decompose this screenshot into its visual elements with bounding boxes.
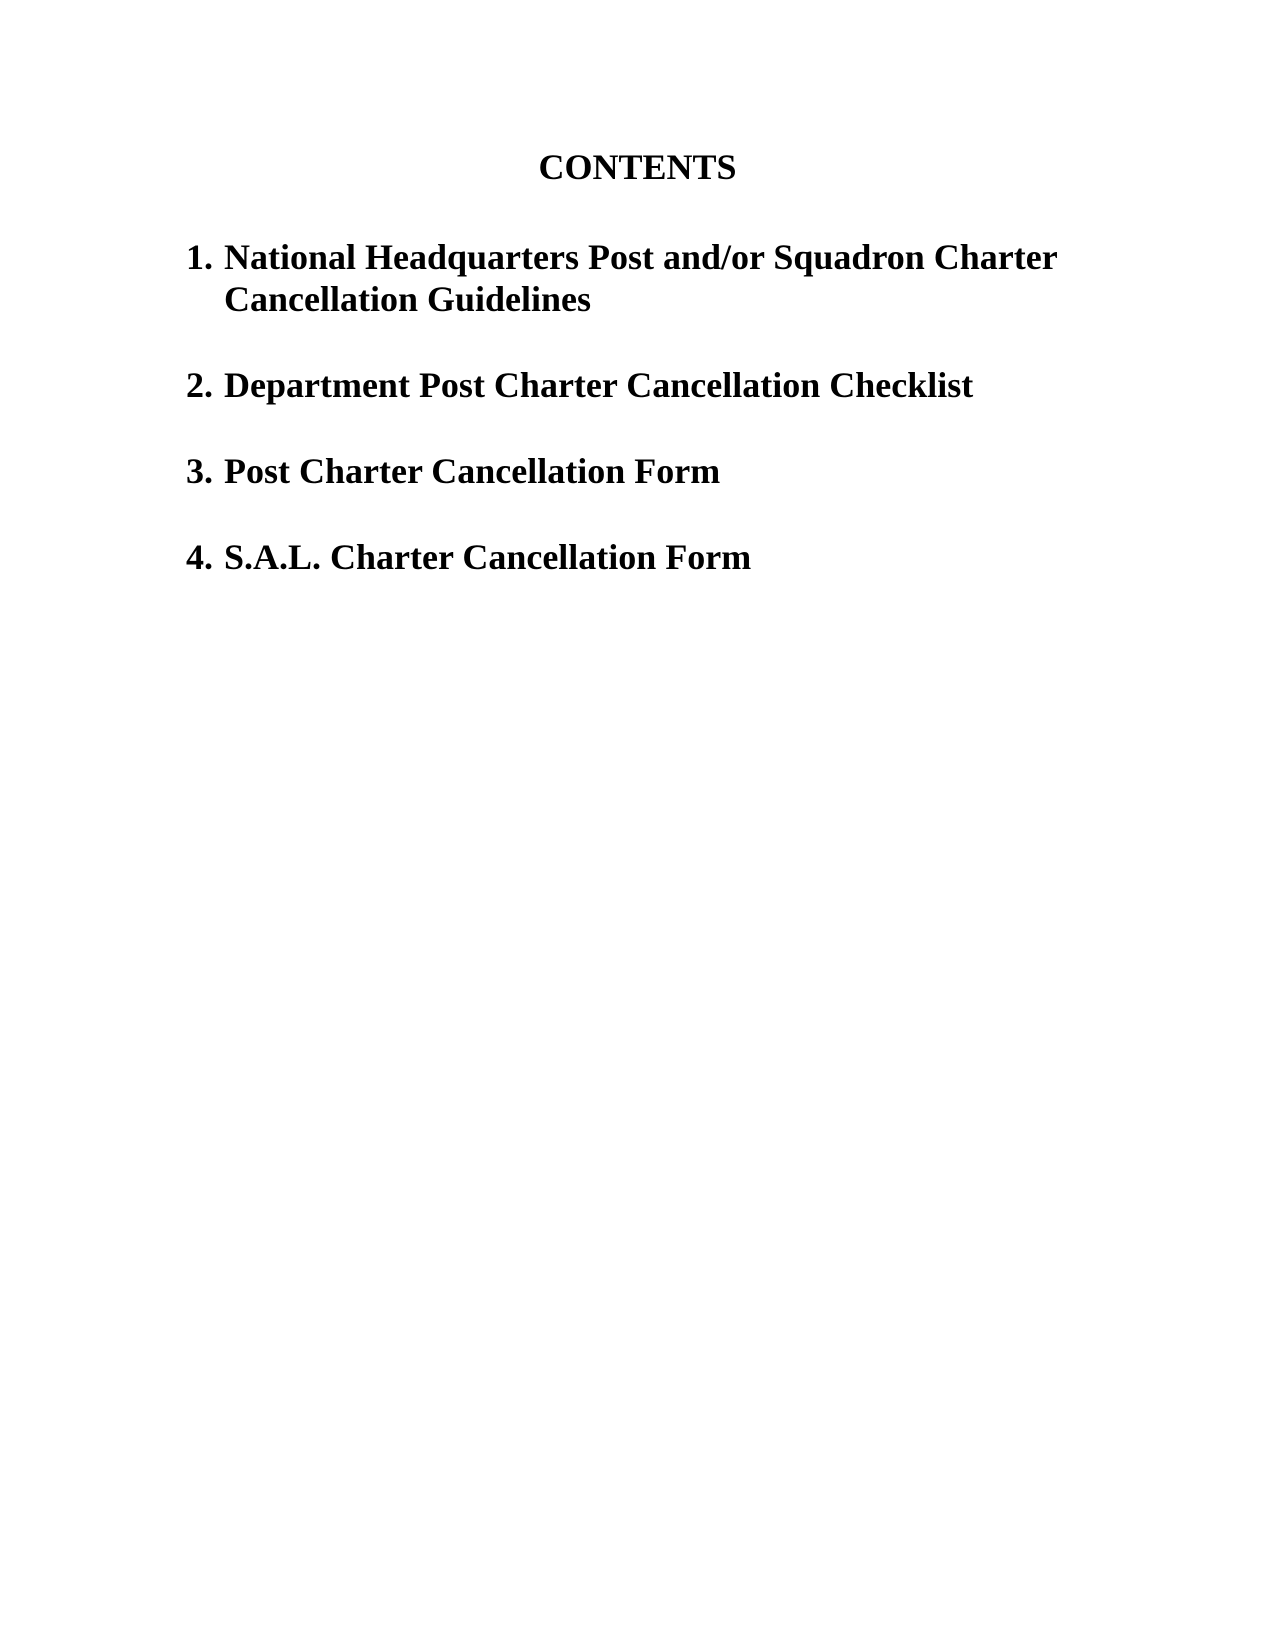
item-number: 1. bbox=[186, 237, 213, 277]
contents-item bbox=[186, 364, 1126, 406]
item-number: 4. bbox=[186, 537, 213, 577]
item-title: Department Post Charter Cancellation Checklist bbox=[224, 365, 974, 405]
contents-item bbox=[186, 536, 1126, 578]
item-title: Post Charter Cancellation Form bbox=[224, 451, 721, 491]
item-number: 2. bbox=[186, 365, 213, 405]
item-title: National Headquarters Post and/or Squadron Charter Cancellation Guidelines bbox=[224, 237, 1058, 319]
item-title: S.A.L. Charter Cancellation Form bbox=[224, 537, 752, 577]
contents-item bbox=[186, 236, 1126, 320]
page-title: CONTENTS bbox=[538, 147, 737, 187]
contents-list bbox=[186, 236, 1126, 622]
item-number: 3. bbox=[186, 451, 213, 491]
contents-item bbox=[186, 450, 1126, 492]
